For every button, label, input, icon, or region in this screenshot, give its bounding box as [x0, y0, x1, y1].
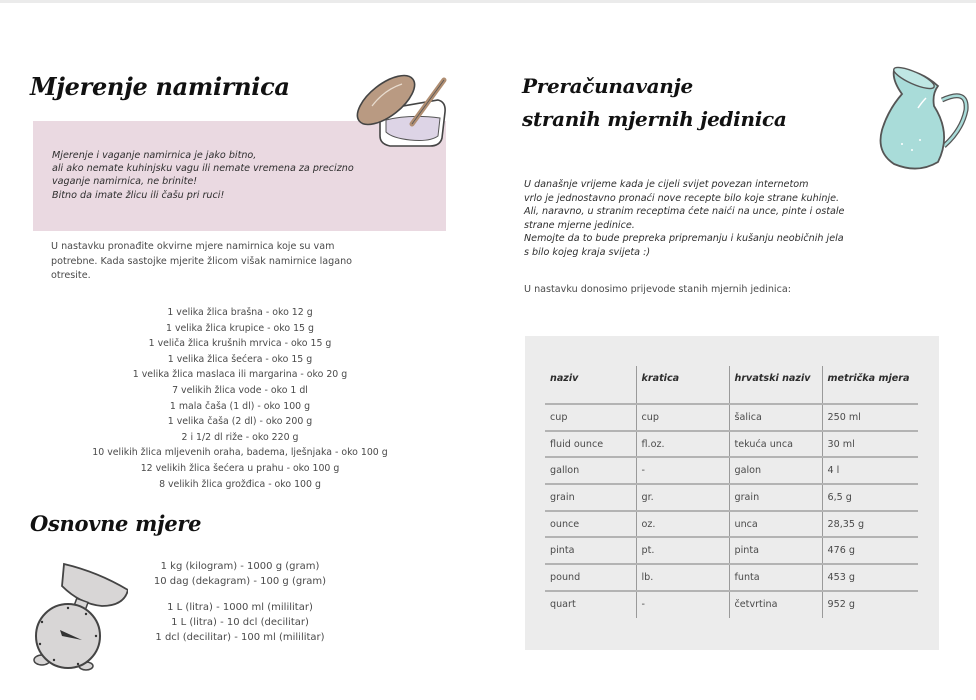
table-intro: U nastavku donosimo prijevode stanih mjernih jedinica: [524, 284, 791, 295]
text-line: Ali, naravno, u stranim receptima ćete naići na unce, pinte i ostale [524, 206, 845, 218]
title-line: stranih mjernih jedinica [522, 107, 787, 131]
header-croatian-name: hrvatski naziv [729, 366, 822, 404]
basic-measure-item: 1 L (litra) - 1000 ml (mililitar) [167, 602, 313, 613]
cell-croatian-name: šalica [729, 404, 822, 431]
measure-item: 1 velika čaša (2 dl) - oko 200 g [167, 416, 313, 428]
conversion-table [545, 366, 918, 618]
table-row [545, 591, 918, 618]
table-row [545, 457, 918, 484]
intro-line: otresite. [51, 270, 91, 281]
cell-abbreviation: - [636, 591, 729, 618]
basic-measure-item: 1 L (litra) - 10 dcl (decilitar) [171, 617, 309, 628]
highlight-text [52, 149, 354, 202]
table-row [545, 511, 918, 538]
cell-name: pound [545, 564, 636, 591]
cell-croatian-name: funta [729, 564, 822, 591]
highlight-line: vaganje namirnica, ne brinite! [52, 176, 198, 188]
measure-item: 1 velika žlica brašna - oko 12 g [167, 307, 313, 318]
highlight-line: ali ako nemate kuhinjsku vagu ili nemate vremena za precizno [52, 163, 354, 175]
water-jug-icon [872, 64, 972, 174]
conversion-intro-text [524, 178, 924, 260]
basic-measure-item: 1 dcl (decilitar) - 100 ml (mililitar) [155, 632, 325, 643]
cell-abbreviation: - [636, 457, 729, 484]
basic-weight-list [130, 559, 350, 589]
cell-croatian-name: galon [729, 457, 822, 484]
header-metric-measure: metrička mjera [822, 366, 918, 404]
cell-name: ounce [545, 511, 636, 538]
title-line: Preračunavanje [522, 74, 693, 98]
cell-croatian-name: grain [729, 484, 822, 511]
table-row [545, 431, 918, 458]
cell-croatian-name: tekuća unca [729, 431, 822, 458]
cell-metric: 4 l [822, 457, 918, 484]
table-row [545, 484, 918, 511]
measure-item: 12 velikih žlica šećera u prahu - oko 100 g [140, 462, 340, 474]
cell-croatian-name: četvrtina [729, 591, 822, 618]
intro-paragraph [51, 240, 431, 284]
cell-abbreviation: pt. [636, 537, 729, 564]
table-header-row [545, 366, 918, 404]
cell-croatian-name: pinta [729, 537, 822, 564]
cell-metric: 30 ml [822, 431, 918, 458]
intro-line: potrebne. Kada sastojke mjerite žlicom višak namirnice lagano [51, 255, 353, 267]
intro-line: U nastavku pronađite okvirne mjere namirnica koje su vam [51, 241, 335, 252]
cell-name: cup [545, 404, 636, 431]
text-line: U današnje vrijeme kada je cijeli svijet povezan internetom [524, 179, 809, 190]
cell-metric: 28,35 g [822, 511, 918, 538]
kitchen-scale-icon [28, 556, 128, 674]
cell-abbreviation: oz. [636, 511, 729, 538]
table-row [545, 404, 918, 431]
header-abbreviation: kratica [636, 366, 729, 404]
cell-abbreviation: cup [636, 404, 729, 431]
basic-measure-item: 1 kg (kilogram) - 1000 g (gram) [160, 561, 320, 572]
top-border [0, 0, 976, 3]
cell-name: pinta [545, 537, 636, 564]
measures-list [40, 305, 440, 492]
table-row [545, 537, 918, 564]
text-line: strane mjerne jedinice. [524, 219, 635, 231]
measure-item: 10 velikih žlica mljevenih oraha, badema, lješnjaka - oko 100 g [92, 447, 388, 459]
measure-item: 1 mala čaša (1 dl) - oko 100 g [169, 400, 311, 412]
cell-metric: 952 g [822, 591, 918, 618]
measure-item: 1 velika žlica krupice - oko 15 g [166, 322, 314, 334]
text-line: s bilo kojeg kraja svijeta :) [524, 246, 651, 258]
cell-abbreviation: fl.oz. [636, 431, 729, 458]
header-name: naziv [545, 366, 636, 404]
highlight-line: Mjerenje i vaganje namirnica je jako bitno, [52, 150, 257, 161]
title-basic-measures: Osnovne mjere [30, 511, 202, 536]
measure-item: 1 velika žlica šećera - oko 15 g [167, 353, 313, 365]
title-measuring-ingredients: Mjerenje namirnica [30, 72, 290, 101]
cell-metric: 6,5 g [822, 484, 918, 511]
cell-abbreviation: gr. [636, 484, 729, 511]
cell-croatian-name: unca [729, 511, 822, 538]
cell-abbreviation: lb. [636, 564, 729, 591]
cell-name: fluid ounce [545, 431, 636, 458]
basic-measure-item: 10 dag (dekagram) - 100 g (gram) [153, 576, 327, 587]
measure-item: 2 i 1/2 dl riže - oko 220 g [181, 431, 299, 443]
basic-volume-list [130, 600, 350, 645]
measure-item: 7 velikih žlica vode - oko 1 dl [172, 384, 308, 396]
highlight-line: Bitno da imate žlicu ili čašu pri ruci! [52, 189, 225, 201]
text-line: Nemojte da to bude prepreka pripremanju i kušanju neobičnih jela [524, 233, 844, 245]
cell-name: quart [550, 599, 576, 611]
text-line: vrlo je jednostavno pronaći nove recepte bilo koje strane kuhinje. [524, 192, 840, 204]
title-unit-conversion [522, 70, 787, 136]
cell-metric: 476 g [822, 537, 918, 564]
measure-item: 1 veliča žlica krušnih mrvica - oko 15 g [148, 338, 332, 350]
table-row [545, 564, 918, 591]
cell-metric: 453 g [822, 564, 918, 591]
measure-item: 8 velikih žlica grožđica - oko 100 g [159, 478, 321, 490]
cell-name: gallon [545, 457, 636, 484]
measure-item: 1 velika žlica maslaca ili margarina - oko 20 g [132, 369, 348, 381]
cell-name: grain [545, 484, 636, 511]
bowl-with-spoon-icon [350, 62, 450, 148]
cell-metric: 250 ml [822, 404, 918, 431]
